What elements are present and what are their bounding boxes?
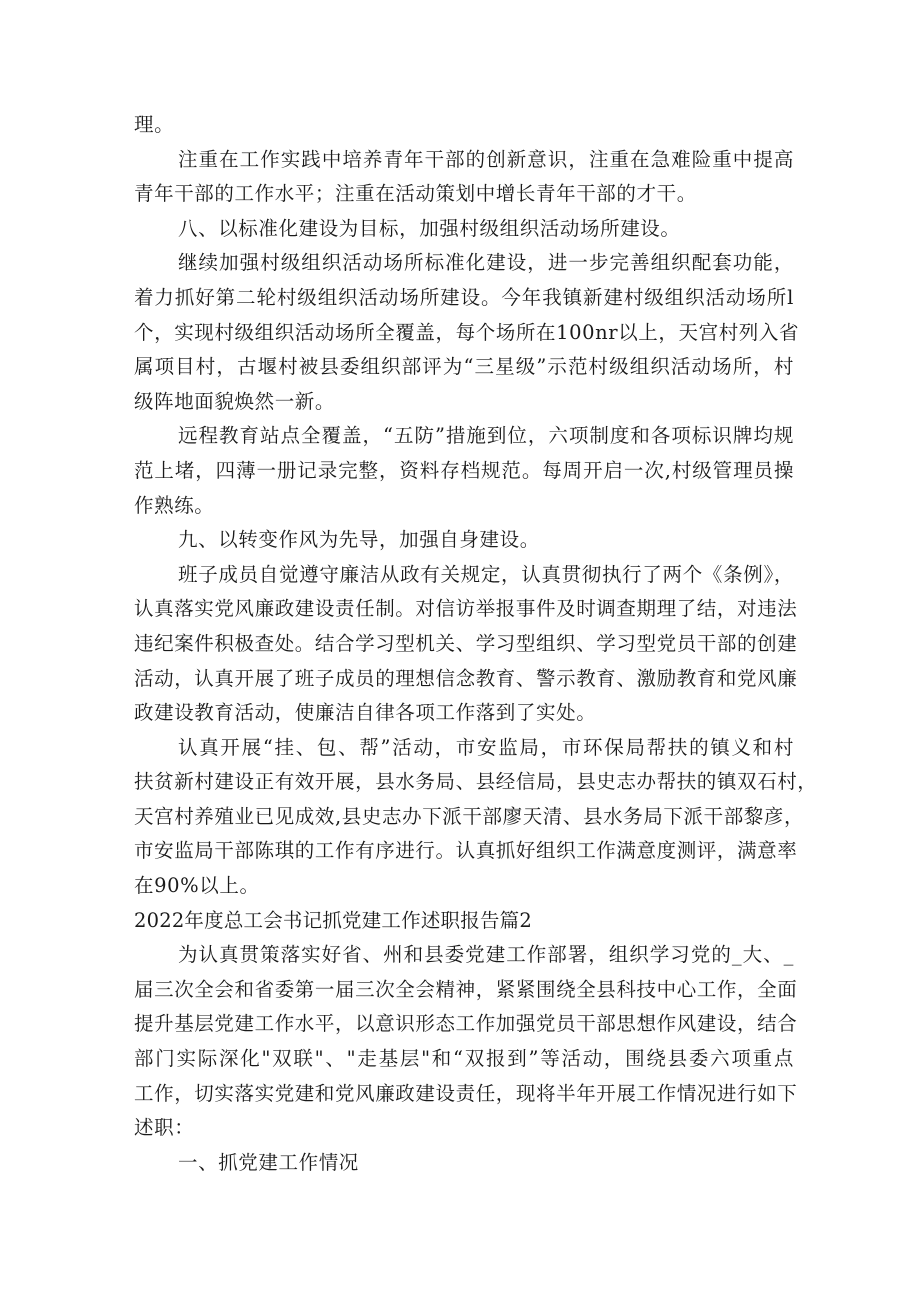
text-line: 部门实际深化"双联"、"走基层"和“双报到”等活动，围绕县委六项重点 (134, 1047, 794, 1071)
text-line: 政建设教育活动，使廉洁自律各项工作落到了实处。 (134, 701, 597, 725)
text-line: 活动，认真开展了班子成员的理想信念教育、警示教育、激励教育和党风廉 (134, 666, 798, 690)
text-line: 认真落实党风廉政建设责任制。对信访举报事件及时调查期理了结，对违法 (134, 597, 798, 621)
text-line: 在90%以上。 (134, 874, 260, 898)
text-line: 八、以标准化建设为目标，加强村级组织活动场所建设。 (178, 216, 681, 240)
text-line: 青年干部的工作水平；注重在活动策划中增长青年干部的才干。 (134, 182, 697, 206)
text-line: 工作，切实落实党建和党风廉政建设责任，现将半年开展工作情况进行如下 (134, 1081, 798, 1105)
text-line: 扶贫新村建设正有效开展，县水务局、县经信局，县史志办帮扶的镇双石村， (134, 770, 818, 794)
text-line: 继续加强村级组织活动场所标准化建设，进一步完善组织配套功能， (178, 251, 794, 275)
text-line: 注重在工作实践中培养青年干部的创新意识，注重在急难险重中提高 (178, 147, 794, 171)
text-line: 述职： (134, 1116, 195, 1140)
text-line: 认真开展“挂、包、帮”活动，市安监局，市环保局帮扶的镇义和村 (178, 735, 794, 759)
text-line: 级阵地面貌焕然一新。 (134, 389, 336, 413)
text-line: 为认真贯策落实好省、州和县委党建工作部署，组织学习党的_大、_ (178, 943, 794, 967)
text-line: 属项目村，古堰村被县委组织部评为“三星级”示范村级组织活动场所，村 (134, 355, 794, 379)
text-line: 提升基层党建工作水平，以意识形态工作加强党员干部思想作风建设，结合 (134, 1012, 798, 1036)
text-line: 个，实现村级组织活动场所全覆盖，每个场所在100nr以上，天宫村列入省 (134, 320, 800, 344)
text-line: 违纪案件积极查处。结合学习型机关、学习型组织、学习型党员干部的创建 (134, 631, 798, 655)
text-line: 班子成员自觉遵守廉洁从政有关规定，认真贯彻执行了两个《条例》， (178, 562, 794, 586)
text-line: 远程教育站点全覆盖，“五防”措施到位，六项制度和各项标识牌均规 (178, 424, 794, 448)
text-line: 届三次全会和省委第一届三次全会精神，紧紧围绕全县科技中心工作，全面 (134, 977, 798, 1001)
document-body (134, 108, 818, 1180)
text-line: 市安监局干部陈琪的工作有序进行。认真抓好组织工作满意度测评，满意率 (134, 839, 798, 863)
section-heading: 2022年度总工会书记抓党建工作述职报告篇2 (134, 908, 532, 932)
text-line: 作熟练。 (134, 493, 215, 517)
text-line: 着力抓好第二轮村级组织活动场所建设。今年我镇新建村级组织活动场所l (134, 285, 794, 309)
text-line: 天宫村养殖业已见成效,县史志办下派干部廖天清、县水务局下派干部黎彦， (134, 804, 805, 828)
text-line: 范上堵，四薄一册记录完整，资料存档规范。每周开启一次,村级管理员操 (134, 458, 794, 482)
text-line: 理。 (134, 113, 175, 136)
text-line: 九、以转变作风为先导，加强自身建设。 (178, 528, 540, 552)
text-line: 一、抓党建工作情况 (178, 1150, 359, 1174)
